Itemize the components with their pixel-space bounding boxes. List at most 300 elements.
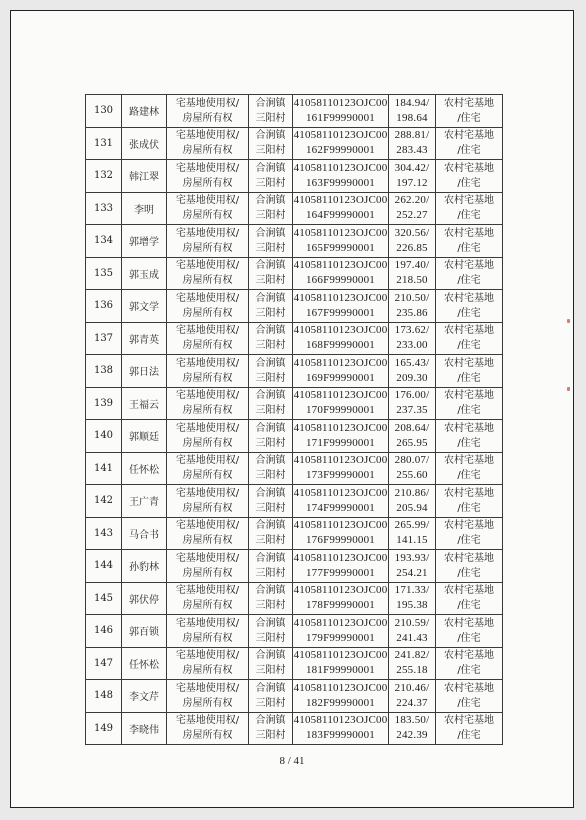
location-line-2: 三阳村 [255,437,286,449]
unit-code-line-1: 41058110123OJC00 [293,649,388,662]
right-type-line-2: 房屋所有权 [182,730,233,742]
land-use-line-1: 农村宅基地 [444,325,494,337]
unit-code-line-1: 41058110123OJC00 [293,519,388,532]
owner-name-text: 李明 [134,204,154,216]
unit-code-line-1: 41058110123OJC00 [293,389,388,402]
area-line-2: 233.00 [396,339,428,352]
location-cell [249,160,293,193]
land-use-line-2: /住宅 [457,372,481,384]
unit-code-line-1: 41058110123OJC00 [293,714,388,727]
land-use-line-2: /住宅 [457,275,481,287]
record-number-cell [86,420,122,453]
area-line-2: 241.43 [396,631,428,644]
right-type-line-2: 房屋所有权 [182,697,233,709]
record-number-text: 131 [93,137,114,149]
area-line-1: 210.86/ [394,486,430,499]
owner-name-text: 韩江翠 [129,172,159,184]
unit-code-cell [293,615,389,648]
record-number-text: 132 [93,170,114,182]
area-line-1: 197.40/ [394,259,430,272]
record-number-text: 147 [93,657,114,669]
owner-name-text: 王福云 [129,399,159,411]
owner-name-cell [122,95,167,128]
unit-code-line-2: 162F99990001 [305,144,376,157]
right-type-line-1: 宅基地使用权/ [175,715,240,727]
land-use-line-2: /住宅 [457,567,481,579]
right-type-cell [167,322,249,355]
unit-code-line-1: 41058110123OJC00 [293,616,388,629]
area-cell [389,550,436,583]
unit-code-line-1: 41058110123OJC00 [293,454,388,467]
page-number: 8 / 41 [279,755,305,767]
land-use-cell [436,225,503,258]
land-use-cell [436,127,503,160]
table-row [86,322,503,355]
right-type-line-2: 房屋所有权 [182,210,233,222]
area-line-1: 165.43/ [394,356,430,369]
location-line-1: 合涧镇 [255,130,286,142]
table-row [86,647,503,680]
owner-name-cell [122,452,167,485]
land-use-line-1: 农村宅基地 [444,455,494,467]
record-number-text: 144 [93,560,114,572]
right-type-cell [167,452,249,485]
records-table-body [86,95,503,745]
unit-code-line-2: 181F99990001 [305,664,376,677]
unit-code-line-1: 41058110123OJC00 [293,194,388,207]
land-use-line-1: 农村宅基地 [444,162,494,174]
table-row [86,485,503,518]
unit-code-line-2: 176F99990001 [305,534,376,547]
land-use-line-2: /住宅 [457,632,481,644]
area-cell [389,290,436,323]
area-line-2: 224.37 [396,696,428,709]
land-use-line-1: 农村宅基地 [444,617,494,629]
land-use-cell [436,420,503,453]
right-type-cell [167,550,249,583]
land-use-line-2: /住宅 [457,210,481,222]
table-row [86,160,503,193]
area-cell [389,647,436,680]
right-type-line-2: 房屋所有权 [182,600,233,612]
record-number-cell [86,582,122,615]
unit-code-line-1: 41058110123OJC00 [293,129,388,142]
owner-name-text: 路建林 [129,107,159,119]
land-use-line-2: /住宅 [457,437,481,449]
table-row [86,712,503,745]
unit-code-line-1: 41058110123OJC00 [293,161,388,174]
location-line-1: 合涧镇 [255,487,286,499]
record-number-text: 142 [93,495,114,507]
unit-code-line-1: 41058110123OJC00 [293,551,388,564]
land-use-line-2: /住宅 [457,340,481,352]
location-line-2: 三阳村 [255,242,286,254]
unit-code-cell [293,420,389,453]
owner-name-text: 张成伏 [129,139,159,151]
land-use-cell [436,712,503,745]
land-use-line-1: 农村宅基地 [444,520,494,532]
right-type-cell [167,225,249,258]
area-line-2: 141.15 [396,534,428,547]
record-number-cell [86,647,122,680]
owner-name-text: 郭日法 [129,367,159,379]
table-row [86,550,503,583]
location-line-1: 合涧镇 [255,682,286,694]
right-type-line-2: 房屋所有权 [182,372,233,384]
right-type-line-1: 宅基地使用权/ [175,617,240,629]
location-cell [249,192,293,225]
land-use-line-1: 农村宅基地 [444,422,494,434]
owner-name-cell [122,225,167,258]
unit-code-line-2: 166F99990001 [305,274,376,287]
table-row [86,517,503,550]
record-number-text: 135 [93,267,114,279]
location-cell [249,680,293,713]
owner-name-cell [122,192,167,225]
table-row [86,355,503,388]
unit-code-cell [293,322,389,355]
location-line-2: 三阳村 [255,697,286,709]
owner-name-cell [122,615,167,648]
area-line-2: 237.35 [396,404,428,417]
area-line-2: 254.21 [396,566,428,579]
right-type-cell [167,387,249,420]
location-cell [249,452,293,485]
record-number-cell [86,322,122,355]
record-number-cell [86,452,122,485]
area-line-2: 252.27 [396,209,428,222]
right-type-cell [167,290,249,323]
table-row [86,257,503,290]
record-number-text: 148 [93,690,114,702]
record-number-cell [86,290,122,323]
location-line-1: 合涧镇 [255,520,286,532]
right-type-cell [167,680,249,713]
location-line-2: 三阳村 [255,372,286,384]
record-number-text: 139 [93,397,114,409]
location-cell [249,582,293,615]
owner-name-cell [122,517,167,550]
unit-code-line-1: 41058110123OJC00 [293,96,388,109]
table-row [86,127,503,160]
area-line-2: 209.30 [396,371,428,384]
area-line-1: 184.94/ [394,96,430,109]
right-type-line-2: 房屋所有权 [182,632,233,644]
area-cell [389,322,436,355]
land-use-line-2: /住宅 [457,697,481,709]
record-number-cell [86,517,122,550]
location-cell [249,95,293,128]
land-use-line-1: 农村宅基地 [444,357,494,369]
land-use-line-1: 农村宅基地 [444,260,494,272]
location-cell [249,420,293,453]
area-line-2: 283.43 [396,144,428,157]
area-line-1: 320.56/ [394,226,430,239]
location-line-1: 合涧镇 [255,260,286,272]
area-line-1: 241.82/ [394,649,430,662]
land-use-cell [436,257,503,290]
right-type-line-2: 房屋所有权 [182,405,233,417]
unit-code-cell [293,127,389,160]
area-cell [389,582,436,615]
location-line-2: 三阳村 [255,275,286,287]
land-use-line-2: /住宅 [457,112,481,124]
right-type-line-2: 房屋所有权 [182,145,233,157]
unit-code-line-1: 41058110123OJC00 [293,259,388,272]
area-line-1: 208.64/ [394,421,430,434]
area-cell [389,485,436,518]
right-type-line-2: 房屋所有权 [182,112,233,124]
unit-code-cell [293,192,389,225]
owner-name-text: 郭文学 [129,302,159,314]
location-line-2: 三阳村 [255,112,286,124]
unit-code-line-2: 179F99990001 [305,631,376,644]
unit-code-cell [293,290,389,323]
right-type-cell [167,615,249,648]
location-line-2: 三阳村 [255,340,286,352]
area-cell [389,160,436,193]
right-type-line-1: 宅基地使用权/ [175,520,240,532]
area-line-1: 183.50/ [394,714,430,727]
owner-name-cell [122,550,167,583]
area-cell [389,257,436,290]
owner-name-text: 马合书 [129,529,159,541]
unit-code-cell [293,95,389,128]
record-number-text: 143 [93,527,114,539]
area-line-1: 193.93/ [394,551,430,564]
unit-code-line-2: 163F99990001 [305,176,376,189]
unit-code-line-1: 41058110123OJC00 [293,324,388,337]
record-number-cell [86,257,122,290]
area-line-1: 210.46/ [394,681,430,694]
area-cell [389,420,436,453]
owner-name-cell [122,680,167,713]
owner-name-text: 王广青 [129,497,159,509]
right-type-cell [167,582,249,615]
land-use-cell [436,387,503,420]
right-type-line-2: 房屋所有权 [182,567,233,579]
owner-name-text: 任怀松 [129,464,159,476]
location-line-1: 合涧镇 [255,650,286,662]
location-line-2: 三阳村 [255,145,286,157]
right-type-line-1: 宅基地使用权/ [175,357,240,369]
unit-code-line-1: 41058110123OJC00 [293,291,388,304]
area-cell [389,517,436,550]
unit-code-line-2: 173F99990001 [305,469,376,482]
record-number-text: 138 [93,365,114,377]
area-cell [389,355,436,388]
unit-code-cell [293,517,389,550]
location-line-1: 合涧镇 [255,292,286,304]
location-line-2: 三阳村 [255,535,286,547]
right-type-cell [167,192,249,225]
unit-code-line-2: 182F99990001 [305,696,376,709]
table-row [86,95,503,128]
unit-code-line-1: 41058110123OJC00 [293,584,388,597]
right-type-cell [167,420,249,453]
right-type-line-1: 宅基地使用权/ [175,487,240,499]
owner-name-cell [122,127,167,160]
unit-code-cell [293,257,389,290]
owner-name-text: 任怀松 [129,659,159,671]
owner-name-text: 郭伏停 [129,594,159,606]
area-line-2: 235.86 [396,306,428,319]
right-type-line-2: 房屋所有权 [182,307,233,319]
area-cell [389,95,436,128]
unit-code-cell [293,387,389,420]
owner-name-text: 郭增学 [129,237,159,249]
land-use-line-1: 农村宅基地 [444,97,494,109]
right-type-line-2: 房屋所有权 [182,340,233,352]
records-table [85,94,503,745]
land-use-cell [436,485,503,518]
land-use-line-2: /住宅 [457,242,481,254]
unit-code-line-2: 164F99990001 [305,209,376,222]
area-line-2: 226.85 [396,241,428,254]
location-cell [249,225,293,258]
record-number-text: 141 [93,462,114,474]
land-use-line-2: /住宅 [457,730,481,742]
area-line-2: 218.50 [396,274,428,287]
unit-code-cell [293,225,389,258]
location-line-1: 合涧镇 [255,617,286,629]
unit-code-cell [293,160,389,193]
location-cell [249,517,293,550]
document-page [10,10,574,808]
owner-name-cell [122,387,167,420]
location-line-1: 合涧镇 [255,715,286,727]
location-line-1: 合涧镇 [255,390,286,402]
right-type-cell [167,127,249,160]
owner-name-cell [122,290,167,323]
unit-code-line-2: 174F99990001 [305,501,376,514]
right-type-cell [167,355,249,388]
area-cell [389,127,436,160]
location-line-1: 合涧镇 [255,97,286,109]
location-line-2: 三阳村 [255,730,286,742]
right-type-line-1: 宅基地使用权/ [175,682,240,694]
area-line-2: 242.39 [396,729,428,742]
record-number-text: 130 [93,105,114,117]
right-type-line-1: 宅基地使用权/ [175,162,240,174]
right-type-line-1: 宅基地使用权/ [175,552,240,564]
location-line-2: 三阳村 [255,405,286,417]
record-number-cell [86,225,122,258]
area-cell [389,712,436,745]
record-number-cell [86,355,122,388]
location-line-2: 三阳村 [255,470,286,482]
owner-name-text: 郭顺廷 [129,432,159,444]
table-row [86,387,503,420]
area-line-2: 195.38 [396,599,428,612]
right-type-cell [167,160,249,193]
area-line-2: 205.94 [396,501,428,514]
area-cell [389,387,436,420]
location-cell [249,615,293,648]
land-use-line-1: 农村宅基地 [444,682,494,694]
right-type-line-1: 宅基地使用权/ [175,130,240,142]
land-use-line-1: 农村宅基地 [444,292,494,304]
area-cell [389,615,436,648]
area-cell [389,225,436,258]
location-cell [249,550,293,583]
unit-code-cell [293,355,389,388]
record-number-text: 146 [93,625,114,637]
record-number-cell [86,95,122,128]
owner-name-cell [122,257,167,290]
record-number-cell [86,550,122,583]
land-use-line-1: 农村宅基地 [444,585,494,597]
table-row [86,290,503,323]
right-type-line-2: 房屋所有权 [182,665,233,677]
unit-code-line-1: 41058110123OJC00 [293,681,388,694]
owner-name-text: 郭玉成 [129,269,159,281]
land-use-line-1: 农村宅基地 [444,195,494,207]
area-line-2: 265.95 [396,436,428,449]
unit-code-line-2: 178F99990001 [305,599,376,612]
land-use-line-1: 农村宅基地 [444,552,494,564]
record-number-text: 134 [93,235,114,247]
location-cell [249,127,293,160]
right-type-line-2: 房屋所有权 [182,535,233,547]
right-type-line-2: 房屋所有权 [182,470,233,482]
owner-name-text: 孙豹林 [129,562,159,574]
record-number-cell [86,680,122,713]
table-row [86,615,503,648]
land-use-cell [436,290,503,323]
area-line-1: 262.20/ [394,194,430,207]
owner-name-cell [122,420,167,453]
right-type-cell [167,95,249,128]
owner-name-cell [122,322,167,355]
record-number-text: 133 [93,202,114,214]
record-number-text: 149 [93,722,114,734]
record-number-text: 136 [93,300,114,312]
land-use-cell [436,355,503,388]
unit-code-line-2: 165F99990001 [305,241,376,254]
right-type-line-2: 房屋所有权 [182,275,233,287]
location-cell [249,647,293,680]
area-line-1: 173.62/ [394,324,430,337]
area-line-1: 171.33/ [394,584,430,597]
owner-name-text: 李文芹 [129,692,159,704]
unit-code-line-2: 169F99990001 [305,371,376,384]
land-use-line-1: 农村宅基地 [444,650,494,662]
right-type-line-1: 宅基地使用权/ [175,650,240,662]
area-cell [389,452,436,485]
land-use-line-1: 农村宅基地 [444,390,494,402]
location-line-2: 三阳村 [255,210,286,222]
record-number-text: 137 [93,332,114,344]
location-cell [249,387,293,420]
land-use-cell [436,647,503,680]
record-number-text: 140 [93,430,114,442]
land-use-line-2: /住宅 [457,535,481,547]
area-line-1: 288.81/ [394,129,430,142]
unit-code-cell [293,647,389,680]
location-line-2: 三阳村 [255,307,286,319]
unit-code-line-1: 41058110123OJC00 [293,421,388,434]
right-type-cell [167,517,249,550]
right-type-line-1: 宅基地使用权/ [175,422,240,434]
land-use-line-1: 农村宅基地 [444,487,494,499]
right-type-cell [167,712,249,745]
owner-name-text: 郭青英 [129,334,159,346]
location-line-1: 合涧镇 [255,455,286,467]
owner-name-cell [122,647,167,680]
location-cell [249,322,293,355]
land-use-cell [436,680,503,713]
